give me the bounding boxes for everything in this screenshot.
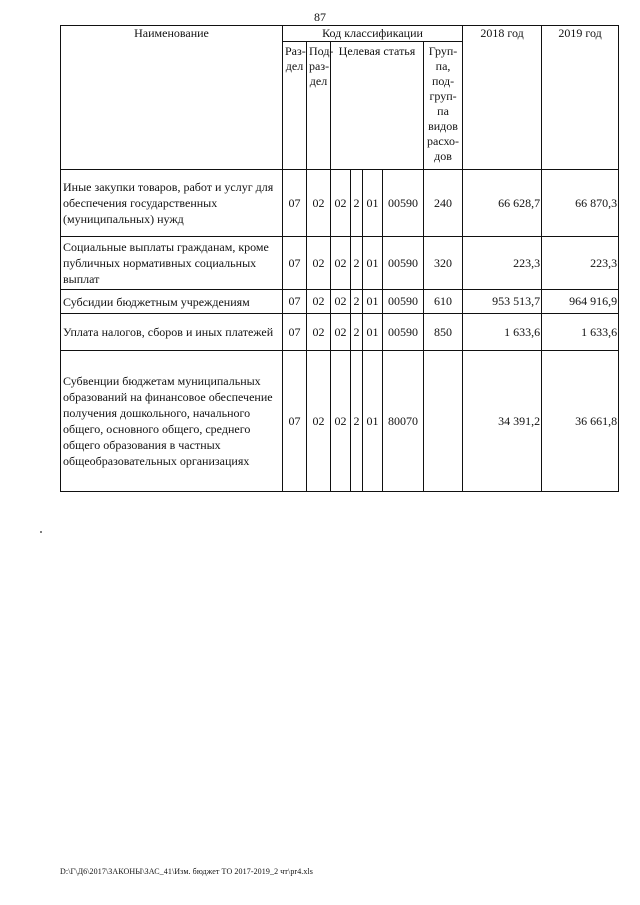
row-target-4: 00590 (383, 170, 424, 237)
row-name: Уплата налогов, сборов и иных платежей (61, 314, 283, 351)
row-expense-group: 320 (424, 237, 463, 290)
row-value-2018: 953 513,7 (463, 290, 542, 314)
header-classification-code: Код классификации (283, 26, 463, 42)
budget-table (60, 25, 619, 492)
row-target-3: 01 (363, 237, 383, 290)
row-section: 07 (283, 290, 307, 314)
header-section: Раз- дел (283, 42, 307, 170)
row-value-2019: 1 633,6 (542, 314, 619, 351)
row-name: Социальные выплаты гражданам, кроме публичных нормативных социальных выплат (61, 237, 283, 290)
row-target-2: 2 (351, 170, 363, 237)
row-target-1: 02 (331, 351, 351, 492)
row-expense-group (424, 351, 463, 492)
row-expense-group: 850 (424, 314, 463, 351)
row-value-2018: 34 391,2 (463, 351, 542, 492)
row-subsection: 02 (307, 351, 331, 492)
row-target-1: 02 (331, 237, 351, 290)
table-row (61, 351, 619, 492)
row-subsection: 02 (307, 314, 331, 351)
row-section: 07 (283, 351, 307, 492)
header-row-top (61, 26, 619, 42)
row-value-2018: 223,3 (463, 237, 542, 290)
page-number: 87 (314, 10, 326, 24)
header-name: Наименование (61, 26, 283, 170)
row-target-3: 01 (363, 351, 383, 492)
row-target-2: 2 (351, 351, 363, 492)
row-section: 07 (283, 237, 307, 290)
row-target-4: 80070 (383, 351, 424, 492)
row-expense-group: 240 (424, 170, 463, 237)
row-target-2: 2 (351, 237, 363, 290)
row-value-2019: 964 916,9 (542, 290, 619, 314)
header-year-2019: 2019 год (542, 26, 619, 170)
row-expense-group: 610 (424, 290, 463, 314)
row-target-4: 00590 (383, 290, 424, 314)
row-section: 07 (283, 170, 307, 237)
row-value-2018: 1 633,6 (463, 314, 542, 351)
row-value-2019: 223,3 (542, 237, 619, 290)
row-section: 07 (283, 314, 307, 351)
row-value-2018: 66 628,7 (463, 170, 542, 237)
row-name: Иные закупки товаров, работ и услуг для обеспечения государственных (муниципальных) нужд (61, 170, 283, 237)
row-target-1: 02 (331, 314, 351, 351)
scan-speck (40, 531, 42, 533)
header-target-article: Целевая статья (331, 42, 424, 170)
row-value-2019: 66 870,3 (542, 170, 619, 237)
row-target-3: 01 (363, 314, 383, 351)
file-path-footer: D:\Г\Д6\2017\ЗАКОНЫ\ЗАС_41\Изм. бюджет ТО 2017-2019_2 чт\pr4.xls (60, 867, 314, 876)
table-row (61, 237, 619, 290)
row-target-4: 00590 (383, 314, 424, 351)
row-subsection: 02 (307, 170, 331, 237)
row-target-2: 2 (351, 290, 363, 314)
table-row (61, 290, 619, 314)
row-subsection: 02 (307, 237, 331, 290)
row-name: Субвенции бюджетам муниципальных образований на финансовое обеспечение получения дошкольного, начального общего, основного общего, среднего общего образования в частных общеобразовательных организациях (61, 351, 283, 492)
row-target-3: 01 (363, 170, 383, 237)
row-target-1: 02 (331, 290, 351, 314)
row-value-2019: 36 661,8 (542, 351, 619, 492)
row-target-1: 02 (331, 170, 351, 237)
header-subsection: Под- раз- дел (307, 42, 331, 170)
row-target-3: 01 (363, 290, 383, 314)
row-target-2: 2 (351, 314, 363, 351)
table-row (61, 170, 619, 237)
table-row (61, 314, 619, 351)
header-expense-group: Груп- па, под- груп- па видов расхо- дов (424, 42, 463, 170)
row-name: Субсидии бюджетным учреждениям (61, 290, 283, 314)
header-year-2018: 2018 год (463, 26, 542, 170)
row-subsection: 02 (307, 290, 331, 314)
row-target-4: 00590 (383, 237, 424, 290)
